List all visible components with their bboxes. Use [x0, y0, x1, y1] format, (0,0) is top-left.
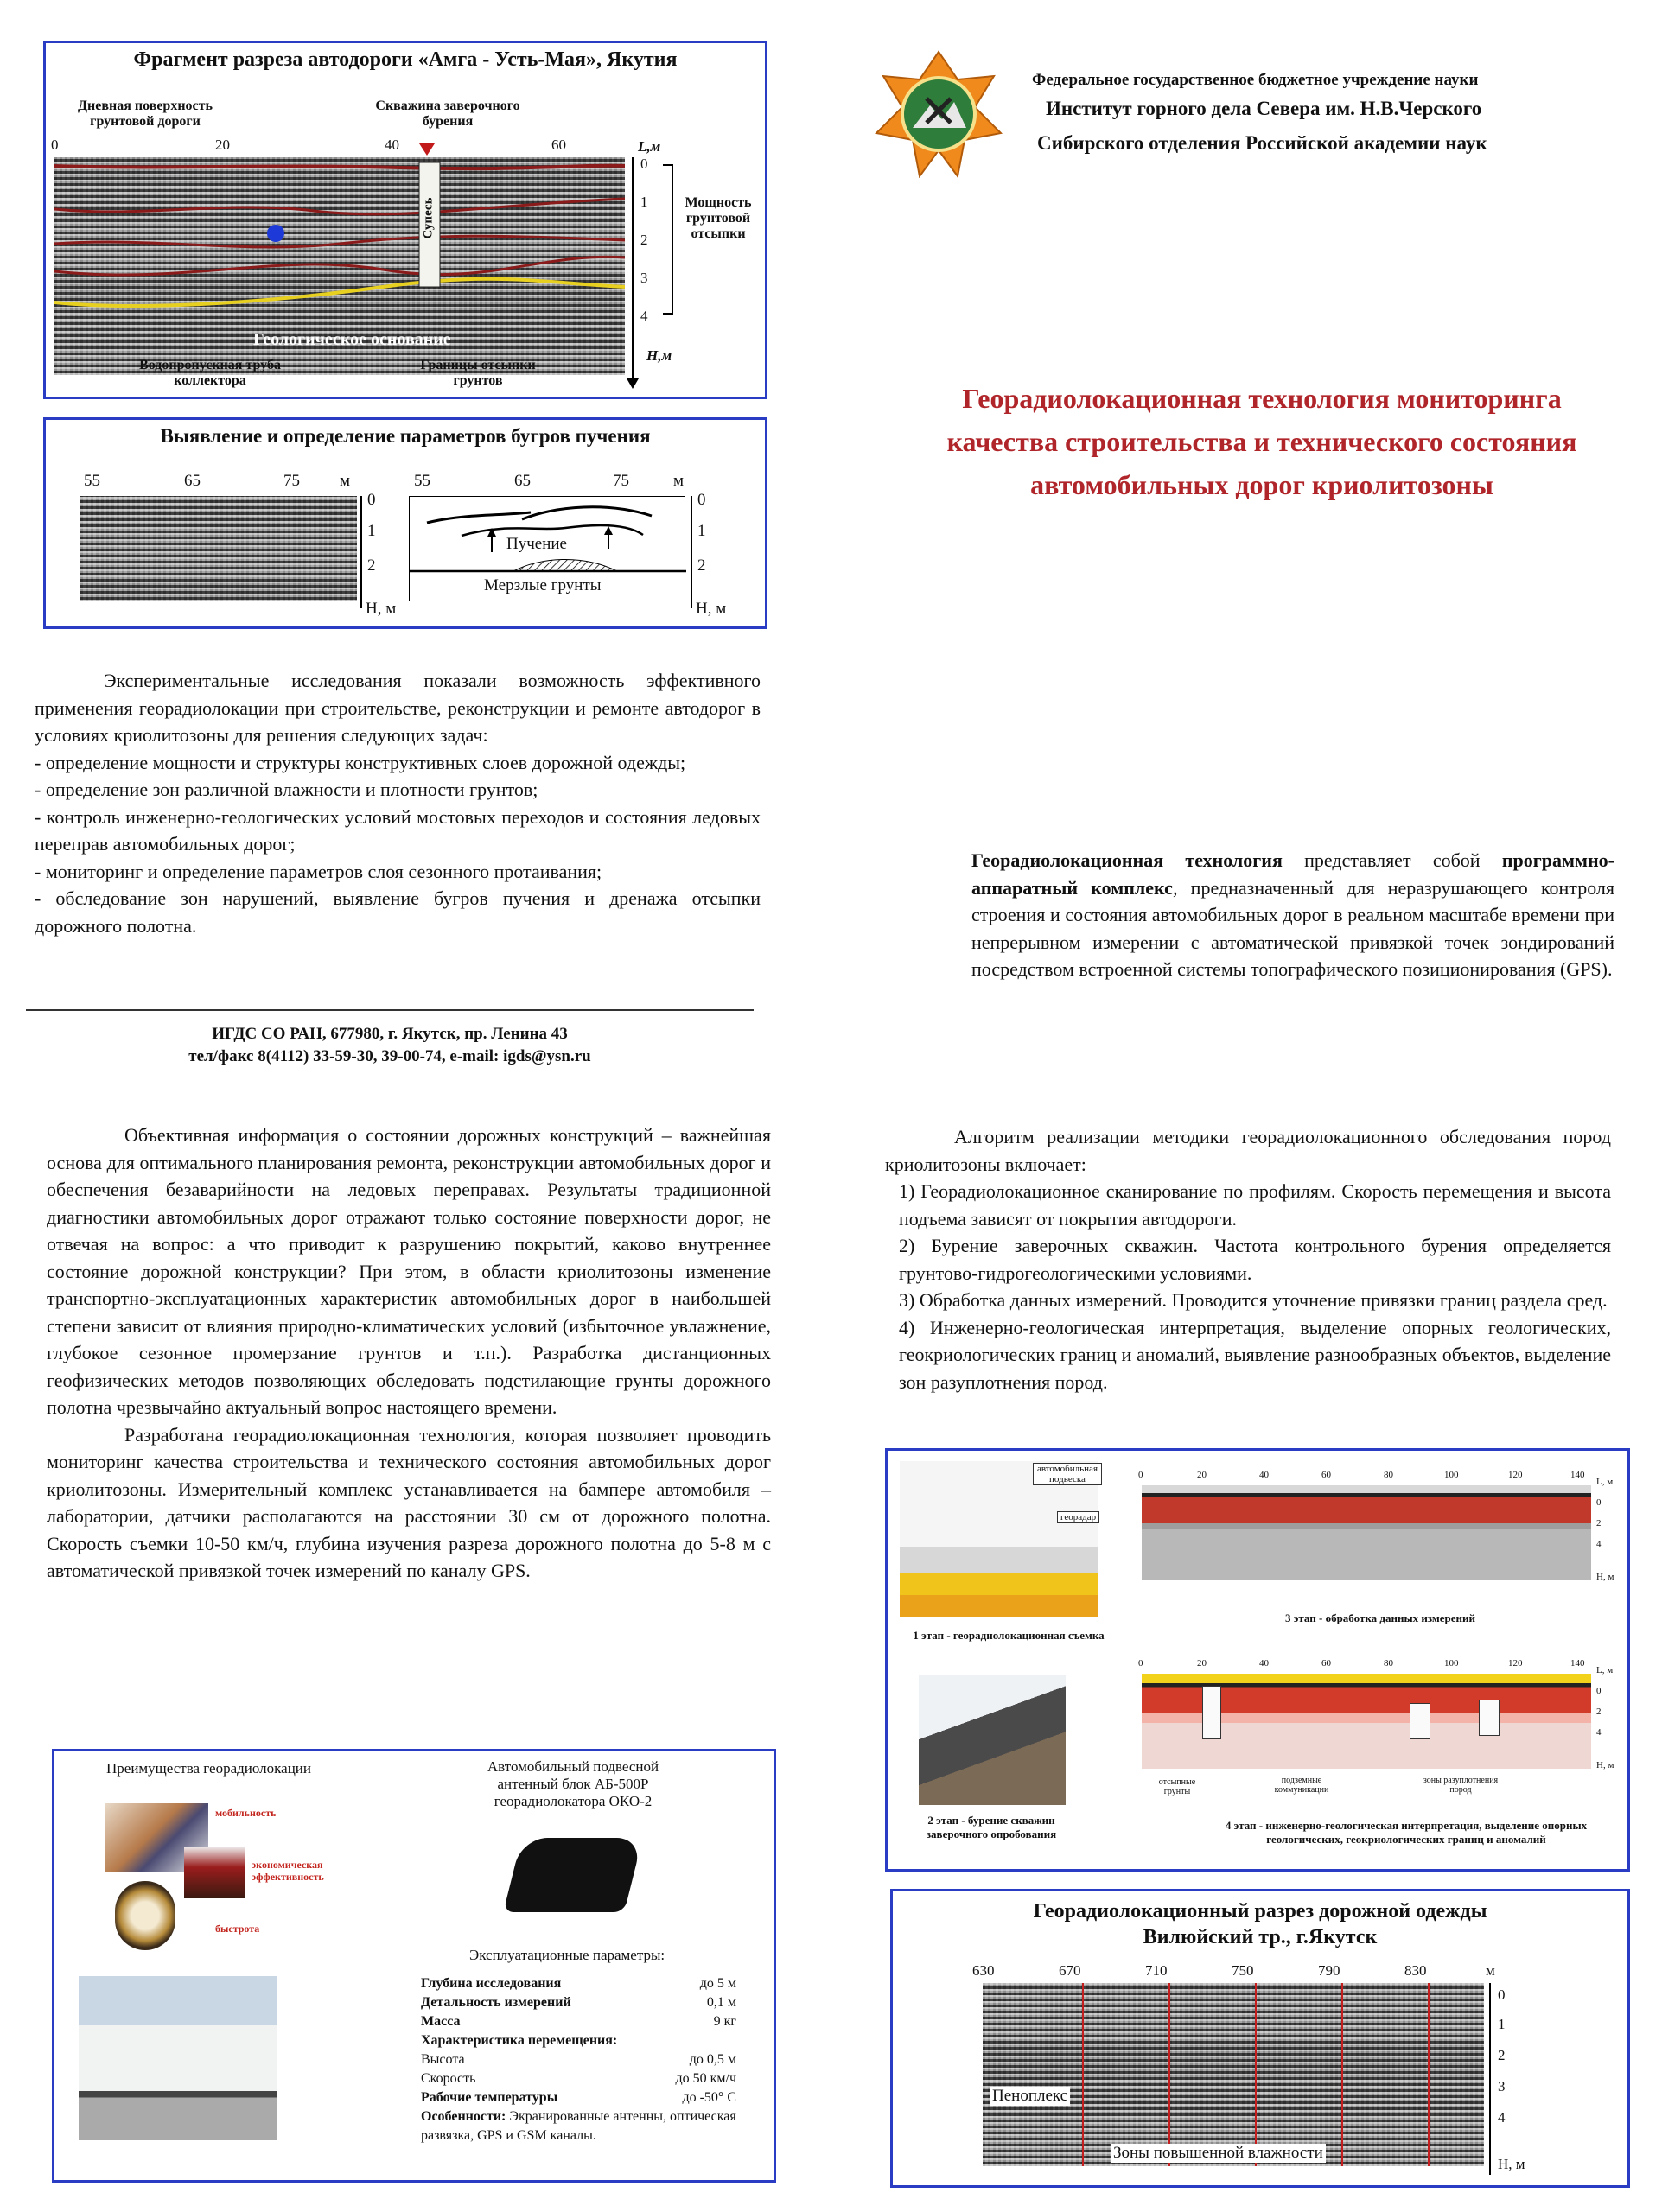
heave-x-65: 65 — [184, 472, 201, 490]
param-detail-key: Детальность измерений — [421, 1995, 571, 2010]
move-row-height — [421, 2050, 736, 2069]
sec-x-830: 830 — [1404, 1962, 1427, 1979]
move-row-speed — [421, 2069, 736, 2088]
advantages-title: Преимущества георадиолокации — [106, 1760, 311, 1777]
algorithm-step-2: 2) Бурение заверочных скважин. Частота контрольного бурения определяется грунтово-гидрогеологическими условиями. — [899, 1235, 1611, 1284]
label-borehole: Скважина заверочного бурения — [375, 99, 520, 129]
sec-depth-3: 3 — [1498, 2078, 1506, 2094]
label-communications: подземные коммуникации — [1274, 1776, 1329, 1795]
brochure-title: Георадиолокационная технология мониторинга качества строительства и технического состояния автомобильных дорог криолитозоны — [946, 383, 1577, 500]
marker-line-2 — [1168, 1983, 1170, 2166]
label-zones: зоны разуплотнения пород — [1423, 1776, 1499, 1795]
features-row — [421, 2107, 736, 2145]
label-surface: Дневная поверхность грунтовой дороги — [78, 99, 213, 129]
label-georadar: георадар — [1057, 1511, 1099, 1523]
adv-item-economy: экономическая эффективность — [252, 1859, 324, 1883]
marker-line-5 — [1428, 1983, 1430, 2166]
x-tick-20: 20 — [215, 137, 230, 153]
contact-divider — [26, 1009, 754, 1011]
intro-text-2: , предназначенный для неразрушающего контроля строения и состояния автомобильных дорог в реальном масштабе времени при непрерывном измерении с автоматической привязкой точек зондирований посредством встроенной системы топографического позиционирования (GPS). — [971, 876, 1614, 980]
heave-x-unit-r: м — [673, 472, 685, 490]
s4-x-40: 40 — [1259, 1658, 1269, 1669]
move-temp-value: до -50° С — [682, 2090, 736, 2105]
s3-x-0: 0 — [1138, 1470, 1143, 1480]
org-line-2: Институт горного дела Севера им. Н.В.Черского — [1046, 98, 1482, 119]
fragment-title: Фрагмент разреза автодороги «Амга - Усть-Мая», Якутия — [133, 48, 678, 71]
photo-van — [79, 1976, 277, 2140]
stage3-depth — [1596, 1471, 1627, 1587]
s4-x-unit: L, м — [1596, 1665, 1614, 1675]
photo-coins — [184, 1847, 245, 1898]
label-fill: отсыпные грунты — [1158, 1777, 1196, 1796]
photo-watch — [115, 1881, 175, 1950]
param-detail-value: 0,1 м — [706, 1995, 736, 2010]
sec-x-unit: м — [1486, 1962, 1495, 1979]
sec-depth-axis — [1489, 1983, 1491, 2175]
technology-intro — [971, 847, 1614, 983]
x-tick-0: 0 — [51, 137, 59, 153]
road-section-title-1: Георадиолокационный разрез дорожной одежды — [1033, 1900, 1487, 1923]
applications-intro: Экспериментальные исследования показали возможность эффективного применения георадиолокации при строительстве, реконструкции и ремонте автодорог в условиях криолитозоны для решения следующих задач: — [35, 670, 761, 746]
heave-depth-1-left: 1 — [367, 522, 376, 540]
fragment-figure — [43, 41, 767, 399]
application-item-5: - обследование зон нарушений, выявление бугров пучения и дренажа отсыпки дорожного полотна. — [35, 887, 761, 937]
road-section-radargram — [983, 1983, 1484, 2166]
heave-scheme — [409, 496, 685, 601]
application-item-1: - определение мощности и структуры конструктивных слоев дорожной одежды; — [35, 751, 686, 773]
heave-x-55-r: 55 — [414, 472, 430, 490]
s4-x-80: 80 — [1384, 1658, 1393, 1669]
heave-depth-unit-right: Н, м — [696, 600, 727, 618]
sec-x-670: 670 — [1059, 1962, 1081, 1979]
s4-depth-2: 2 — [1596, 1707, 1602, 1717]
objective-paragraph-1: Объективная информация о состоянии дорожных конструкций – важнейшая основа для оптимального планирования ремонта, реконструкции автомобильных дорог и обеспечения безаварийности на ледовых переправах. Результаты традиционной диагностики автомобильных дорог отражают только состояние поверхности дорог, не отвечая на вопрос: а что приводит к разрушению покрытий, каково внутреннее состояние дорожной конструкции? При этом, в области криолитозоны изменение транспортно-эксплуатационных характеристик автомобильных дорог в наибольшей степени зависит от влияния природно-климатических условий (избыточное увлажнение, глубокое сезонное промерзание грунтов и т.п.). Разработка дистанционных геофизических методов позволяющих обследовать подстилающие грунты дорожного полотна чрезвычайно актуальный вопрос настоящего времени. — [47, 1124, 771, 1418]
params-title: Эксплуатационные параметры: — [469, 1947, 665, 1963]
label-sand: Супесь — [421, 197, 436, 239]
s3-x-20: 20 — [1197, 1470, 1207, 1480]
param-row-mass — [421, 2012, 736, 2031]
s3-depth-unit: H, м — [1596, 1572, 1614, 1582]
stage2-photo — [919, 1675, 1066, 1805]
heave-figure — [43, 417, 767, 629]
intro-bold-2: программно-аппаратный комплекс — [971, 849, 1614, 899]
heave-title: Выявление и определение параметров бугров пучения — [160, 425, 651, 447]
label-base: Геологическое основание — [253, 330, 451, 349]
heave-depth-0-right: 0 — [697, 491, 706, 509]
stage3-radargram — [1142, 1485, 1591, 1580]
sec-depth-1: 1 — [1498, 2016, 1506, 2032]
technology-intro-paragraph — [971, 847, 1614, 983]
objective-paragraph-2: Разработана георадиолокационная технология, которая позволяет проводить мониторинг качества строительства и технического состояния автомобильных дорог криолитозоны. Измерительный комплекс устанавливается на бампере автомобиля – лаборатории, датчики располагаются на расстоянии 30 см от дорожного полотна. Скорость съемки 10-50 км/ч, глубина изучения разреза дорожного полотна до 5-8 м с автоматической привязкой точек измерений по каналу GPS. — [47, 1423, 771, 1581]
depth-arrow — [627, 378, 639, 389]
depth-tick-2: 2 — [640, 232, 648, 248]
stage3-caption: 3 этап - обработка данных измерений — [1285, 1611, 1475, 1624]
s4-x-120: 120 — [1508, 1658, 1523, 1669]
marker-line-3 — [1255, 1983, 1257, 2166]
logo-emblem — [875, 50, 1003, 178]
s3-x-unit: L, м — [1596, 1477, 1614, 1487]
heave-depth-unit-left: Н, м — [366, 600, 397, 618]
sec-x-710: 710 — [1145, 1962, 1168, 1979]
applications-text — [35, 667, 761, 939]
s3-depth-2: 2 — [1596, 1518, 1602, 1529]
label-frozen: Мерзлые грунты — [484, 576, 602, 594]
depth-axis — [632, 157, 634, 382]
road-section-figure — [890, 1889, 1630, 2188]
heave-x-75-r: 75 — [613, 472, 629, 490]
heave-x-unit: м — [340, 472, 351, 490]
sec-depth-unit: Н, м — [1498, 2156, 1525, 2172]
x-tick-40: 40 — [385, 137, 399, 153]
label-suspension: автомобильная подвеска — [1033, 1463, 1102, 1485]
s4-x-140: 140 — [1570, 1658, 1585, 1669]
s3-x-80: 80 — [1384, 1470, 1393, 1480]
heave-depth-axis-left — [360, 496, 362, 608]
objective-text — [47, 1122, 771, 1585]
application-item-3: - контроль инженерно-геологических условий мостовых переходов и состояния ледовых переправ автомобильных дорог; — [35, 805, 761, 855]
features-value: Экранированные антенны, оптическая развязка, GPS и GSM каналы. — [421, 2109, 736, 2143]
s3-x-140: 140 — [1570, 1470, 1585, 1480]
heave-x-65-r: 65 — [514, 472, 531, 490]
algorithm-step-3: 3) Обработка данных измерений. Проводится уточнение привязки границ раздела сред. — [899, 1289, 1608, 1311]
sec-x-750: 750 — [1232, 1962, 1254, 1979]
stage4-depth — [1596, 1660, 1627, 1776]
stage4-x-axis — [1138, 1658, 1614, 1670]
org-line-3: Сибирского отделения Российской академии наук — [1037, 132, 1487, 154]
label-heave: Пучение — [506, 535, 567, 553]
label-bounds: Границы отсыпки грунтов — [420, 358, 536, 388]
borehole-marker — [419, 143, 435, 156]
stage1-caption: 1 этап - георадиолокационная съемка — [913, 1629, 1105, 1642]
depth-unit: H,м — [646, 347, 672, 364]
param-depth-key: Глубина исследования — [421, 1976, 562, 1991]
heave-depth-axis-right — [691, 496, 692, 608]
s3-depth-0: 0 — [1596, 1497, 1602, 1508]
heave-radargram — [80, 496, 357, 601]
depth-tick-1: 1 — [640, 194, 648, 210]
adv-item-mobility: мобильность — [215, 1807, 277, 1819]
heave-depth-0-left: 0 — [367, 491, 376, 509]
application-item-4: - мониторинг и определение параметров слоя сезонного протаивания; — [35, 860, 602, 882]
param-mass-key: Масса — [421, 2014, 461, 2029]
s3-x-60: 60 — [1321, 1470, 1331, 1480]
heave-x-55: 55 — [84, 472, 100, 490]
x-tick-60: 60 — [551, 137, 566, 153]
param-row-depth — [421, 1974, 736, 1993]
depth-tick-3: 3 — [640, 270, 648, 286]
depth-tick-0: 0 — [640, 156, 648, 172]
label-pipe: Водопропускная труба коллектора — [139, 358, 281, 388]
s4-depth-unit: H, м — [1596, 1760, 1614, 1770]
param-row-detail — [421, 1993, 736, 2012]
stage4-caption: 4 этап - инженерно-геологическая интерпретация, выделение опорных геологических, геокриологических границ и аномалий — [1225, 1819, 1588, 1846]
marker-line-4 — [1341, 1983, 1343, 2166]
photo-antenna-block — [503, 1838, 642, 1912]
move-height-value: до 0,5 м — [689, 2052, 736, 2067]
move-temp-key: Рабочие температуры — [421, 2090, 558, 2105]
contact-address: ИГДС СО РАН, 677980, г. Якутск, пр. Ленина 43 — [212, 1025, 568, 1043]
algorithm-step-1: 1) Георадиолокационное сканирование по профилям. Скорость перемещения и высота подъема зависят от покрытия автодороги. — [899, 1180, 1611, 1230]
stage4-borehole-3 — [1479, 1700, 1500, 1736]
s4-x-0: 0 — [1138, 1658, 1143, 1669]
application-item-2: - определение зон различной влажности и плотности грунтов; — [35, 779, 538, 800]
antenna-title: Автомобильный подвесной антенный блок АБ-500Р георадиолокатора ОКО-2 — [487, 1758, 659, 1809]
move-speed-key: Скорость — [421, 2071, 476, 2086]
depth-tick-4: 4 — [640, 308, 648, 324]
param-depth-value: до 5 м — [699, 1976, 736, 1991]
algorithm-intro: Алгоритм реализации методики георадиолокационного обследования пород криолитозоны включает: — [885, 1126, 1611, 1175]
road-section-title-2: Вилюйский тр., г.Якутск — [1143, 1926, 1378, 1948]
equipment-figure — [52, 1749, 776, 2183]
sec-depth-4: 4 — [1498, 2109, 1506, 2126]
heave-depth-2-right: 2 — [697, 556, 706, 575]
intro-text-1: представляет собой — [1282, 849, 1502, 871]
org-line-1: Федеральное государственное бюджетное учреждение науки — [1032, 71, 1479, 89]
param-mass-value: 9 кг — [713, 2014, 736, 2029]
sec-x-790: 790 — [1318, 1962, 1340, 1979]
s3-depth-4: 4 — [1596, 1539, 1602, 1549]
s4-x-100: 100 — [1444, 1658, 1459, 1669]
s4-depth-4: 4 — [1596, 1727, 1602, 1738]
s4-depth-0: 0 — [1596, 1686, 1602, 1696]
move-title-row — [421, 2031, 736, 2050]
stage2-caption: 2 этап - бурение скважин заверочного опробования — [926, 1814, 1057, 1840]
contact-phone-email: тел/факс 8(4112) 33-59-30, 39-00-74, e-mail: igds@ysn.ru — [188, 1047, 591, 1065]
adv-item-speed: быстрота — [215, 1923, 260, 1935]
x-unit: L,м — [638, 138, 661, 155]
label-thickness: Мощность грунтовой отсыпки — [685, 195, 752, 241]
stage3-x-axis — [1138, 1470, 1614, 1482]
sec-x-630: 630 — [972, 1962, 995, 1979]
params-block — [421, 1974, 736, 2145]
move-row-temp — [421, 2088, 736, 2107]
stages-figure — [885, 1448, 1630, 1872]
heave-x-75: 75 — [283, 472, 300, 490]
s4-x-20: 20 — [1197, 1658, 1207, 1669]
label-moist: Зоны повышенной влажности — [1111, 2144, 1326, 2163]
s3-x-40: 40 — [1259, 1470, 1269, 1480]
algorithm-step-4: 4) Инженерно-геологическая интерпретация, выделение опорных геологических, геокриологических границ и аномалий, выявление разнообразных объектов, выделение зон разуплотнения пород. — [899, 1316, 1611, 1393]
sec-depth-0: 0 — [1498, 1986, 1506, 2003]
sec-depth-2: 2 — [1498, 2047, 1506, 2063]
stage4-section — [1142, 1674, 1591, 1769]
move-height-key: Высота — [421, 2052, 465, 2067]
marker-line-1 — [1082, 1983, 1084, 2166]
heave-depth-1-right: 1 — [697, 522, 706, 540]
s3-x-120: 120 — [1508, 1470, 1523, 1480]
label-foam: Пеноплекс — [990, 2087, 1070, 2106]
stage4-borehole-2 — [1410, 1703, 1430, 1739]
move-speed-value: до 50 км/ч — [675, 2071, 736, 2086]
stage4-borehole-1 — [1202, 1686, 1221, 1739]
move-title: Характеристика перемещения: — [421, 2033, 618, 2048]
fragment-radargram — [54, 157, 625, 375]
heave-depth-2-left: 2 — [367, 556, 376, 575]
intro-bold-1: Георадиолокационная технология — [971, 849, 1283, 871]
algorithm-text — [885, 1123, 1611, 1395]
institute-logo — [875, 50, 1003, 178]
s4-x-60: 60 — [1321, 1658, 1331, 1669]
s3-x-100: 100 — [1444, 1470, 1459, 1480]
features-key: Особенности: — [421, 2109, 506, 2124]
